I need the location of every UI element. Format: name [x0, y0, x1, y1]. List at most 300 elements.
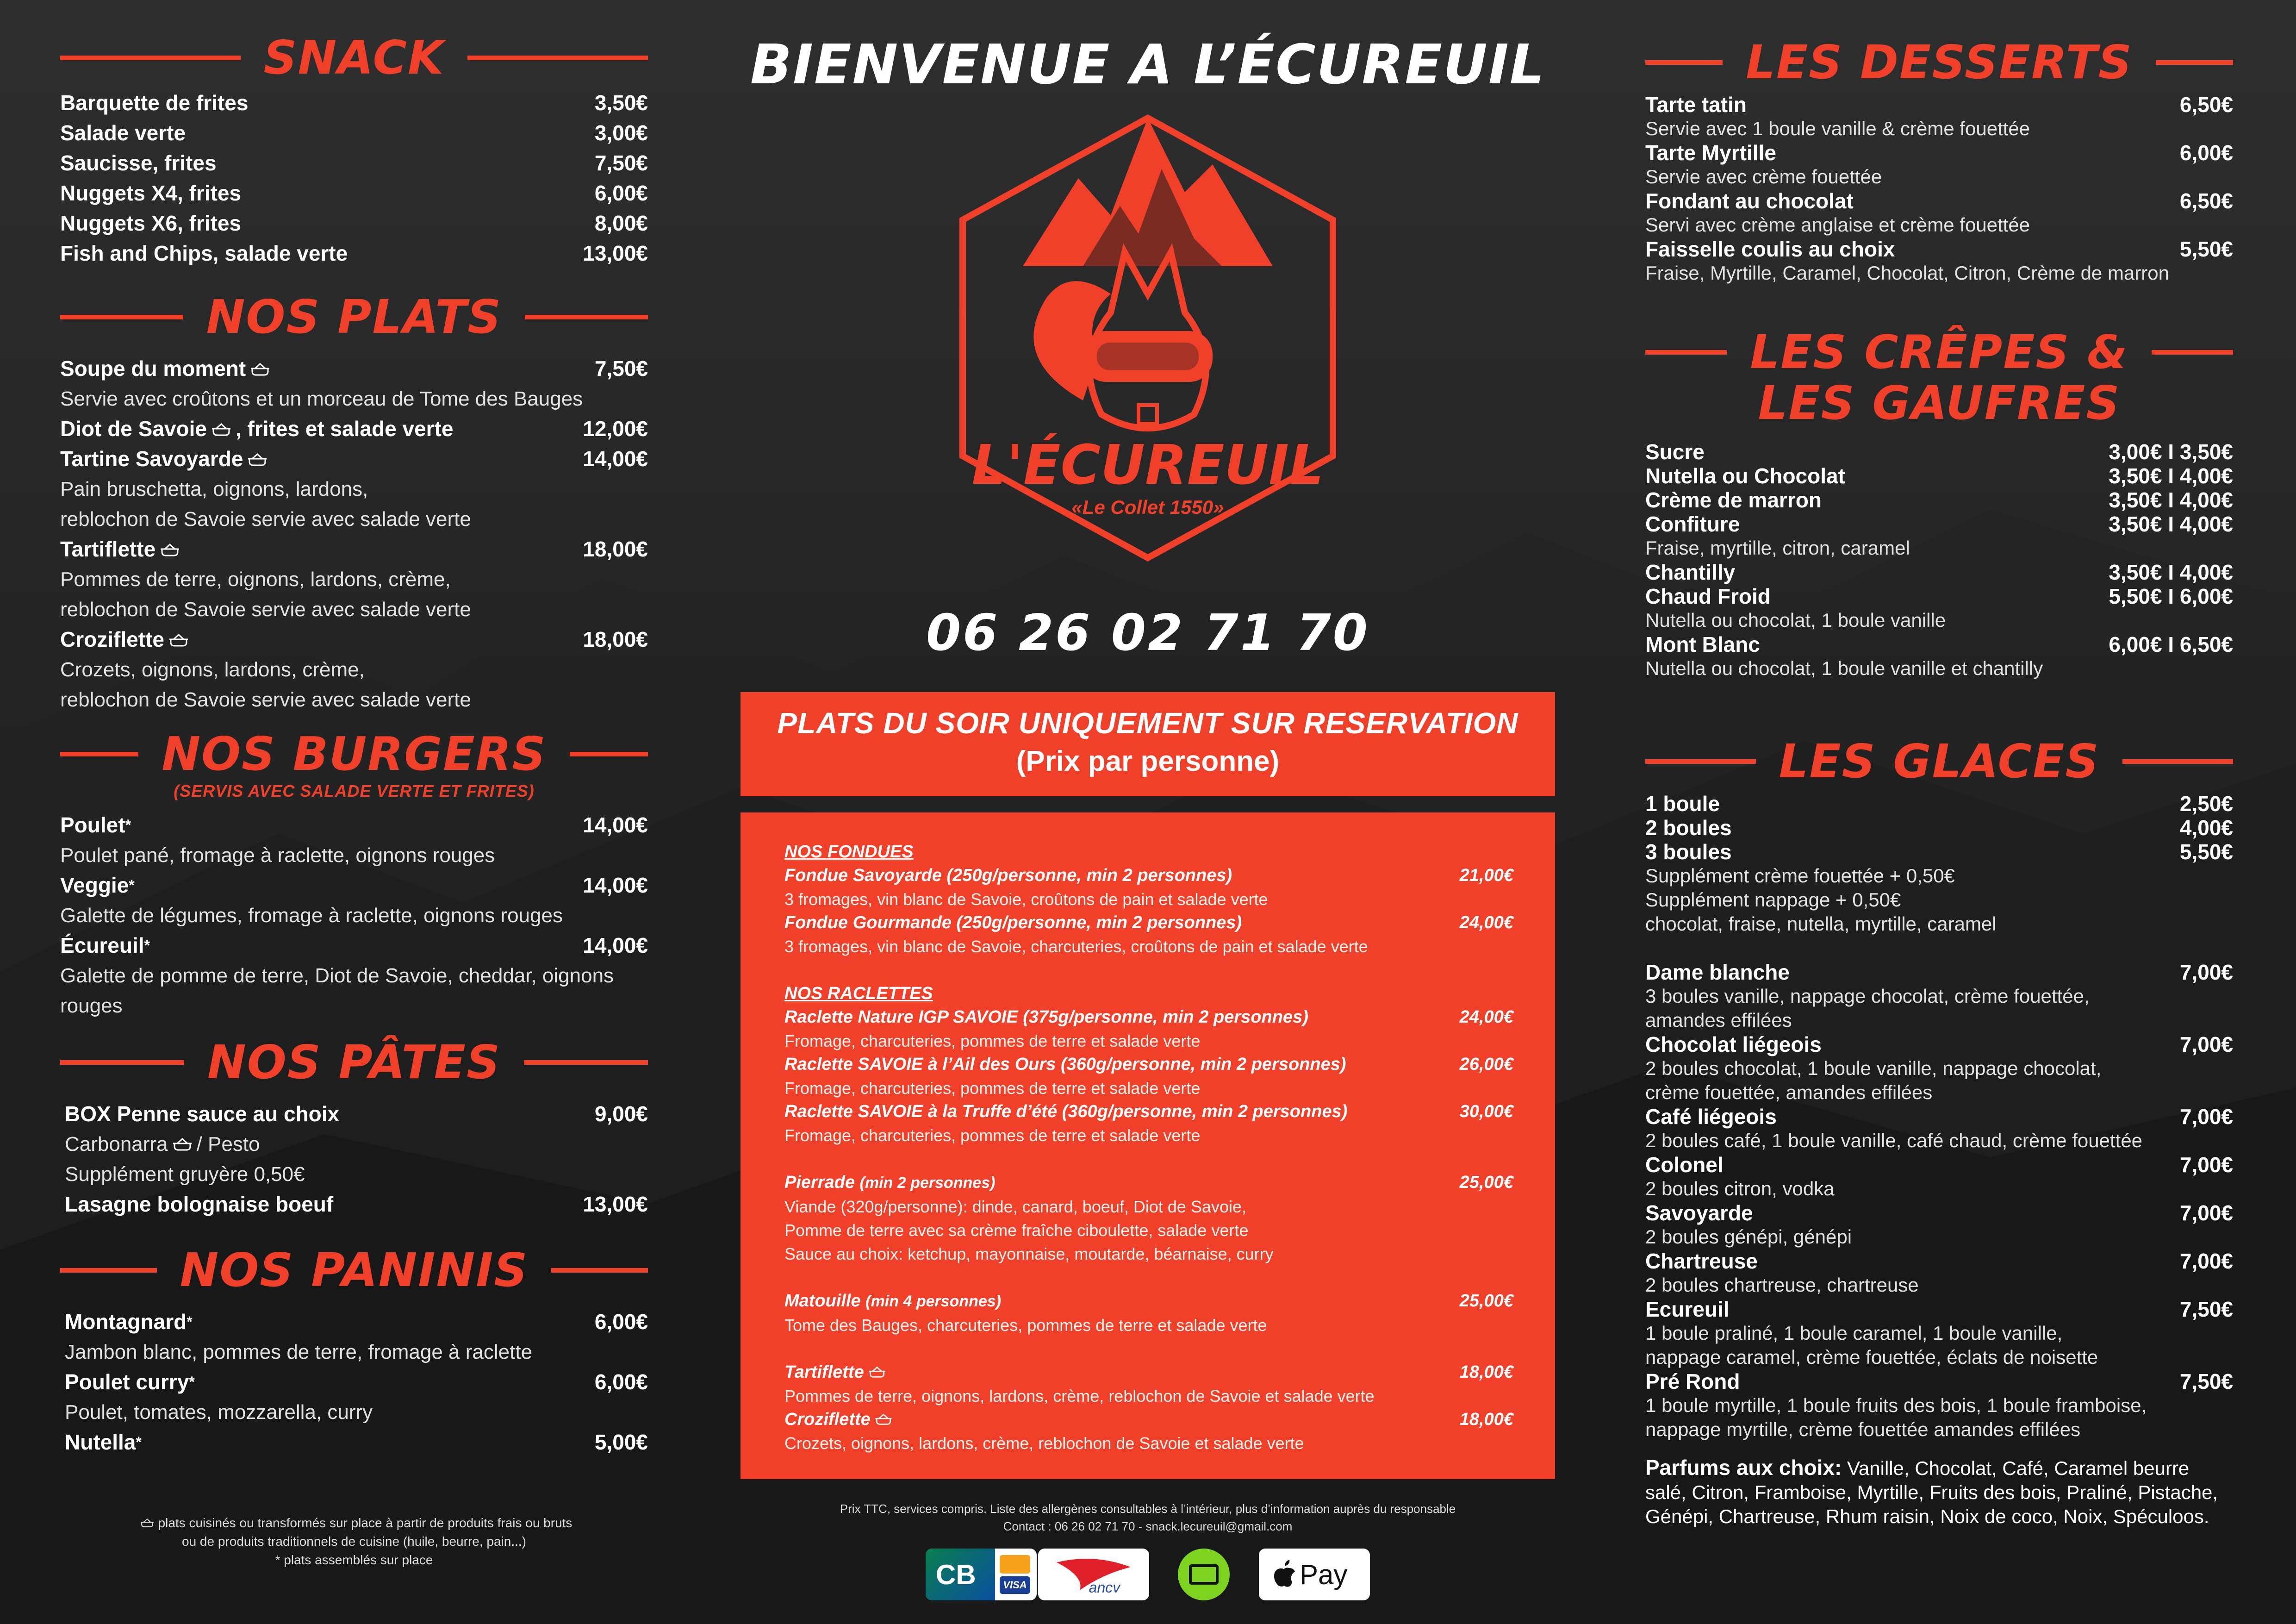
item-name: Barquette de frites — [60, 91, 249, 115]
item-desc: Crozets, oignons, lardons, crème, — [60, 658, 365, 681]
menu-item — [1645, 1249, 2233, 1273]
menu-item — [60, 870, 648, 900]
item-name-text: Matouille — [784, 1291, 861, 1311]
item-desc: Pomme de terre avec sa crème fraîche ciboulette, salade verte — [784, 1221, 1249, 1240]
reservation-banner — [740, 692, 1555, 796]
star-mark: * — [129, 877, 135, 893]
item-name: Fish and Chips, salade verte — [60, 241, 348, 265]
logo-name: L'ÉCUREUIL — [971, 433, 1324, 497]
fait-maison-icon — [247, 451, 268, 467]
item-name: Fondue Gourmande (250g/personne, min 2 personnes) — [784, 913, 1242, 932]
heading-rule — [60, 1268, 157, 1273]
item-name: Faisselle coulis au choix — [1645, 237, 1895, 261]
item-price: 6,00€ — [2179, 141, 2233, 165]
menu-item — [1645, 141, 2233, 165]
item-name — [65, 1307, 193, 1337]
item-name-text: Tartine Savoyarde — [60, 447, 243, 471]
heading-rule — [60, 315, 183, 319]
item-name: Tarte Myrtille — [1645, 141, 1776, 165]
fondues-heading: NOS FONDUES — [784, 842, 914, 862]
menu-item — [60, 414, 648, 444]
item-price: 26,00€ — [1459, 1055, 1513, 1074]
item-price: 6,00€ — [594, 1310, 648, 1334]
item-name — [784, 1171, 996, 1195]
item-name: Raclette Nature IGP SAVOIE (375g/personne, min 2 personnes) — [784, 1007, 1308, 1027]
item-desc: 3 fromages, vin blanc de Savoie, charcuteries, croûtons de pain et salade verte — [784, 937, 1368, 956]
item-desc: 2 boules citron, vodka — [1645, 1178, 1835, 1199]
item-name: Fondue Savoyarde (250g/personne, min 2 personnes) — [784, 866, 1232, 885]
item-desc: Supplément crème fouettée + 0,50€ — [1645, 865, 1955, 887]
crepes-heading-row — [1645, 327, 2233, 378]
menu-item — [1645, 1201, 2233, 1225]
item-price: 6,00€ — [594, 181, 648, 205]
menu-item — [60, 444, 648, 474]
item-price: 7,00€ — [2179, 1201, 2233, 1225]
menu-item — [65, 1307, 648, 1337]
menu-item — [1645, 584, 2233, 608]
star-mark: * — [187, 1313, 193, 1330]
item-name: Crème de marron — [1645, 488, 1822, 512]
item-name-text: Poulet — [60, 813, 125, 837]
item-desc: Servie avec 1 boule vanille & crème fouettée — [1645, 118, 2030, 139]
burgers-title: NOS BURGERS — [162, 727, 547, 781]
item-name-text: Nutella — [65, 1430, 136, 1454]
item-desc: reblochon de Savoie servie avec salade verte — [60, 508, 471, 531]
item-desc: amandes effilées — [1645, 1009, 1792, 1031]
item-desc: 1 boule myrtille, 1 boule fruits des bois, 1 boule framboise, — [1645, 1394, 2147, 1416]
item-price: 7,50€ — [594, 151, 648, 175]
snack-title: SNACK — [263, 31, 445, 85]
item-desc: 2 boules chartreuse, chartreuse — [1645, 1274, 1919, 1296]
heading-rule — [2122, 759, 2233, 764]
item-desc: Poulet pané, fromage à raclette, oignons rouges — [60, 844, 495, 867]
item-name-text: Écureuil — [60, 933, 144, 957]
item-name: Fondant au chocolat — [1645, 189, 1854, 213]
menu-item — [65, 1099, 648, 1129]
paninis-list — [60, 1307, 648, 1457]
menu-item — [65, 1427, 648, 1457]
item-desc: chocolat, fraise, nutella, myrtille, caramel — [1645, 913, 1997, 935]
item-name: BOX Penne sauce au choix — [65, 1102, 340, 1126]
item-desc: Galette de pomme de terre, Diot de Savoie, cheddar, oignons — [60, 964, 614, 987]
item-price: 3,50€ I 4,00€ — [2109, 512, 2233, 536]
item-price: 3,50€ — [594, 91, 648, 115]
item-name-text: Tartiflette — [784, 1362, 864, 1382]
item-name — [65, 1367, 195, 1397]
legal-line: Prix TTC, services compris. Liste des allergènes consultables à l’intérieur, plus d’information auprès du responsable — [840, 1502, 1456, 1516]
menu-item — [60, 534, 648, 564]
item-price: 24,00€ — [1459, 1007, 1513, 1027]
item-price: 12,00€ — [583, 417, 648, 441]
item-name: Sucre — [1645, 440, 1705, 464]
item-desc: 1 boule praliné, 1 boule caramel, 1 boule vanille, — [1645, 1322, 2063, 1344]
item-desc: Fraise, myrtille, citron, caramel — [1645, 537, 1910, 559]
menu-item — [1645, 1032, 2233, 1056]
left-column — [60, 0, 648, 1624]
item-name: Tarte tatin — [1645, 93, 1747, 117]
item-name: Savoyarde — [1645, 1201, 1753, 1225]
menu-item — [1645, 440, 2233, 464]
item-desc: Poulet, tomates, mozzarella, curry — [65, 1401, 373, 1424]
item-name: Pré Rond — [1645, 1369, 1740, 1393]
item-name-text: Croziflette — [60, 627, 164, 651]
fait-maison-icon — [211, 421, 232, 437]
menu-item — [1645, 840, 2233, 864]
right-column — [1645, 0, 2233, 1624]
footnote-text: plats cuisinés ou transformés sur place à partir de produits frais ou bruts — [158, 1516, 572, 1530]
phone-number: 06 26 02 71 70 — [926, 604, 1369, 662]
cb-card-icon: CB VISA — [926, 1549, 1037, 1600]
item-name: 2 boules — [1645, 816, 1732, 840]
welcome-title: BIENVENUE A L’ÉCUREUIL — [750, 32, 1545, 96]
item-desc: Supplément nappage + 0,50€ — [1645, 889, 1901, 911]
item-name-text: Pierrade — [784, 1173, 855, 1192]
menu-item — [784, 1408, 1513, 1431]
item-price: 3,50€ I 4,00€ — [2109, 560, 2233, 584]
menu-item — [60, 118, 648, 148]
fait-maison-icon — [168, 632, 189, 648]
menu-item — [60, 931, 648, 961]
item-price: 3,50€ I 4,00€ — [2109, 488, 2233, 512]
menu-item — [1645, 1297, 2233, 1321]
item-name — [784, 1408, 896, 1431]
heading-rule — [60, 1060, 184, 1065]
cb-label: CB — [936, 1559, 976, 1590]
item-price: 24,00€ — [1459, 913, 1513, 932]
pates-heading — [60, 1037, 648, 1088]
item-name: Saucisse, frites — [60, 151, 217, 175]
parfums-text — [1645, 1455, 2233, 1529]
item-name: Raclette SAVOIE à la Truffe d’été (360g/personne, min 2 personnes) — [784, 1102, 1348, 1121]
item-desc: 2 boules génépi, génépi — [1645, 1226, 1852, 1248]
raclettes-heading: NOS RACLETTES — [784, 984, 933, 1003]
crepes-title-1: LES CRÊPES & — [1750, 325, 2128, 379]
item-desc-text: Carbonarra — [65, 1133, 168, 1156]
heading-rule — [2152, 350, 2233, 355]
heading-rule — [1645, 759, 1756, 764]
crepes-list — [1645, 440, 2233, 681]
menu-item — [784, 1006, 1513, 1029]
heading-rule — [60, 752, 138, 756]
item-desc — [65, 1129, 648, 1159]
item-price: 14,00€ — [583, 447, 648, 471]
item-name — [784, 1289, 1001, 1313]
item-price: 18,00€ — [583, 627, 648, 651]
item-desc: Servi avec crème anglaise et crème fouettée — [1645, 214, 2030, 236]
desserts-heading — [1645, 37, 2233, 88]
menu-item — [784, 1053, 1513, 1076]
item-desc: Supplément gruyère 0,50€ — [65, 1163, 305, 1186]
footnote-line — [60, 1514, 648, 1532]
item-price: 14,00€ — [583, 813, 648, 837]
heading-rule — [1645, 350, 1727, 355]
pates-list — [60, 1099, 648, 1219]
item-price: 5,50€ I 6,00€ — [2109, 584, 2233, 608]
item-desc: Fromage, charcuteries, pommes de terre et salade verte — [784, 1126, 1201, 1145]
menu-item — [60, 148, 648, 178]
item-desc: Viande (320g/personne): dinde, canard, boeuf, Diot de Savoie, — [784, 1197, 1247, 1216]
item-name-text: Croziflette — [784, 1410, 871, 1429]
menu-item — [60, 208, 648, 238]
item-name — [60, 931, 150, 961]
item-note: (min 2 personnes) — [859, 1174, 996, 1192]
contact-line: Contact : 06 26 02 71 70 - snack.lecureuil@gmail.com — [1003, 1519, 1293, 1533]
item-desc: reblochon de Savoie servie avec salade verte — [60, 598, 471, 621]
fait-maison-icon — [249, 361, 271, 377]
menu-item — [1645, 560, 2233, 584]
item-name-text: Montagnard — [65, 1310, 187, 1334]
menu-item — [1645, 189, 2233, 213]
item-name: Colonel — [1645, 1153, 1724, 1177]
glaces-heading — [1645, 736, 2233, 787]
item-price: 7,00€ — [2179, 1153, 2233, 1177]
item-desc: Tome des Bauges, charcuteries, pommes de terre et salade verte — [784, 1316, 1267, 1335]
item-desc: 3 boules vanille, nappage chocolat, crème fouettée, — [1645, 985, 2090, 1007]
heading-rule — [467, 56, 648, 60]
item-name: Mont Blanc — [1645, 632, 1760, 656]
item-desc: Nutella ou chocolat, 1 boule vanille — [1645, 609, 1946, 631]
crepes-heading — [1645, 327, 2233, 429]
item-desc: nappage myrtille, crème fouettée amandes effilées — [1645, 1418, 2081, 1440]
item-desc: Pain bruschetta, oignons, lardons, — [60, 478, 368, 500]
item-name-text: Soupe du moment — [60, 356, 246, 381]
plats-title: NOS PLATS — [206, 290, 502, 344]
item-name: Chocolat liégeois — [1645, 1032, 1822, 1056]
desserts-title: LES DESSERTS — [1746, 35, 2133, 89]
evening-menu-box — [740, 812, 1555, 1479]
heading-rule — [524, 1060, 648, 1065]
glaces-title: LES GLACES — [1779, 734, 2100, 788]
item-name-suffix: , frites et salade verte — [235, 417, 454, 441]
menu-item — [1645, 464, 2233, 488]
footnote-line: * plats assemblés sur place — [275, 1553, 433, 1567]
star-mark: * — [189, 1374, 195, 1390]
item-name — [60, 354, 274, 384]
plats-list — [60, 354, 648, 715]
item-name — [784, 1361, 890, 1384]
fait-maison-icon — [140, 1517, 155, 1528]
squirrel-logo-icon — [944, 100, 1351, 576]
item-price: 21,00€ — [1459, 866, 1513, 885]
item-price: 6,50€ — [2179, 93, 2233, 117]
star-mark: * — [136, 1434, 142, 1450]
item-price: 8,00€ — [594, 211, 648, 235]
heading-rule — [525, 315, 648, 319]
item-name — [60, 810, 131, 840]
item-price: 25,00€ — [1459, 1291, 1513, 1311]
item-price: 13,00€ — [583, 241, 648, 265]
item-name-text: Diot de Savoie — [60, 417, 207, 441]
menu-item — [1645, 237, 2233, 261]
item-price: 18,00€ — [1459, 1410, 1513, 1429]
payment-methods — [926, 1549, 1370, 1602]
menu-item — [1645, 816, 2233, 840]
item-name-text: Poulet curry — [65, 1370, 189, 1394]
heading-rule — [551, 1268, 648, 1273]
menu-item — [784, 1100, 1513, 1124]
item-name: Salade verte — [60, 121, 186, 145]
item-name-text: Tartiflette — [60, 537, 156, 561]
star-mark: * — [125, 817, 131, 833]
menu-item — [1645, 1153, 2233, 1177]
pates-title: NOS PÂTES — [207, 1035, 501, 1089]
item-desc: Pommes de terre, oignons, lardons, crème, reblochon de Savoie et salade verte — [784, 1387, 1375, 1405]
crepes-heading-row — [1645, 378, 2233, 429]
item-desc: Jambon blanc, pommes de terre, fromage à raclette — [65, 1341, 533, 1363]
paninis-heading — [60, 1245, 648, 1296]
item-name: Chantilly — [1645, 560, 1736, 584]
menu-item — [1645, 1369, 2233, 1393]
menu-item — [60, 354, 648, 384]
item-desc: Crozets, oignons, lardons, crème, reblochon de Savoie et salade verte — [784, 1434, 1304, 1453]
item-price: 9,00€ — [594, 1102, 648, 1126]
menu-item — [1645, 792, 2233, 816]
item-price: 14,00€ — [583, 933, 648, 957]
item-name: Nuggets X6, frites — [60, 211, 242, 235]
menu-item — [60, 810, 648, 840]
fait-maison-icon — [868, 1365, 886, 1379]
paninis-title: NOS PANINIS — [180, 1243, 529, 1297]
item-price: 2,50€ — [2179, 792, 2233, 816]
item-desc: 3 fromages, vin blanc de Savoie, croûtons de pain et salade verte — [784, 890, 1268, 909]
plats-heading — [60, 292, 648, 343]
item-desc-text: / Pesto — [196, 1133, 260, 1156]
item-name: Ecureuil — [1645, 1297, 1730, 1321]
item-price: 18,00€ — [583, 537, 648, 561]
item-price: 5,00€ — [594, 1430, 648, 1454]
burgers-list — [60, 810, 648, 1021]
item-note: (min 4 personnes) — [865, 1293, 1002, 1310]
crepes-title-2: LES GAUFRES — [1758, 376, 2121, 430]
menu-item — [60, 88, 648, 118]
middle-column — [740, 0, 1555, 1624]
reservation-subtitle: (Prix par personne) — [1016, 745, 1280, 777]
item-desc: Fromage, charcuteries, pommes de terre et salade verte — [784, 1031, 1201, 1050]
item-price: 30,00€ — [1459, 1102, 1513, 1121]
item-price: 25,00€ — [1459, 1173, 1513, 1192]
item-desc: Pommes de terre, oignons, lardons, crème, — [60, 568, 451, 591]
menu-item — [60, 625, 648, 655]
menu-item — [784, 911, 1513, 935]
glaces-list — [1645, 792, 2233, 1442]
menu-item — [784, 864, 1513, 887]
menu-item — [784, 1171, 1513, 1195]
snack-heading — [60, 32, 648, 83]
item-price: 3,00€ — [594, 121, 648, 145]
legal-notice — [740, 1500, 1555, 1535]
apple-pay-icon — [1259, 1549, 1370, 1600]
item-price: 4,00€ — [2179, 816, 2233, 840]
item-price: 6,00€ — [594, 1370, 648, 1394]
apple-pay-label: Pay — [1299, 1559, 1348, 1590]
item-desc: Fromage, charcuteries, pommes de terre et salade verte — [784, 1079, 1201, 1098]
fait-maison-icon — [874, 1412, 893, 1426]
item-name — [60, 444, 272, 474]
item-price: 6,50€ — [2179, 189, 2233, 213]
item-name: Dame blanche — [1645, 960, 1790, 984]
item-name-text: Veggie — [60, 873, 129, 897]
item-name: Confiture — [1645, 512, 1740, 536]
cash-icon — [1178, 1549, 1230, 1600]
menu-item — [1645, 1105, 2233, 1129]
item-price: 7,50€ — [594, 356, 648, 381]
item-name: 1 boule — [1645, 792, 1720, 816]
menu-item — [65, 1367, 648, 1397]
parfums-list: Vanille, Chocolat, Café, Caramel beurre salé, Citron, Framboise, Myrtille, Fruits des bois, Praliné, Pistache, Génépi, Chartreuse, Rhum raisin, Noix de coco, Noix, Spéculoos. — [1645, 1457, 2218, 1527]
item-name: Chartreuse — [1645, 1249, 1758, 1273]
burgers-heading — [60, 729, 648, 780]
heading-rule — [1645, 60, 1723, 65]
item-desc: rouges — [60, 994, 123, 1017]
logo-tagline: «Le Collet 1550» — [1071, 496, 1224, 518]
item-desc: Fraise, Myrtille, Caramel, Chocolat, Citron, Crème de marron — [1645, 262, 2169, 284]
item-name: Lasagne bolognaise boeuf — [65, 1192, 334, 1216]
ancv-icon — [1038, 1549, 1149, 1600]
menu-item — [784, 1289, 1513, 1313]
item-price: 5,50€ — [2179, 237, 2233, 261]
item-name — [60, 625, 193, 655]
item-name: Raclette SAVOIE à l’Ail des Ours (360g/personne, min 2 personnes) — [784, 1055, 1346, 1074]
item-desc: Nutella ou chocolat, 1 boule vanille et chantilly — [1645, 657, 2043, 679]
menu-item — [60, 238, 648, 269]
item-price: 5,50€ — [2179, 840, 2233, 864]
menu-item — [60, 178, 648, 208]
item-name: Chaud Froid — [1645, 584, 1771, 608]
item-name: Nuggets X4, frites — [60, 181, 242, 205]
item-price: 7,50€ — [2179, 1369, 2233, 1393]
footnote — [60, 1514, 648, 1569]
menu-item — [1645, 93, 2233, 117]
item-desc: 2 boules chocolat, 1 boule vanille, nappage chocolat, — [1645, 1057, 2102, 1079]
menu-item — [1645, 512, 2233, 536]
item-name — [60, 870, 135, 900]
item-desc: crème fouettée, amandes effilées — [1645, 1081, 1933, 1103]
item-price: 3,50€ I 4,00€ — [2109, 464, 2233, 488]
item-desc: Servie avec crème fouettée — [1645, 166, 1882, 187]
item-desc: 2 boules café, 1 boule vanille, café chaud, crème fouettée — [1645, 1130, 2143, 1151]
item-name — [60, 414, 453, 444]
item-name: Café liégeois — [1645, 1105, 1777, 1129]
ancv-label: ancv — [1089, 1579, 1120, 1596]
item-desc: reblochon de Savoie servie avec salade verte — [60, 688, 471, 711]
item-price: 3,00€ I 3,50€ — [2109, 440, 2233, 464]
item-desc: Servie avec croûtons et un morceau de Tome des Bauges — [60, 387, 583, 410]
menu-item — [1645, 632, 2233, 656]
footnote-line: ou de produits traditionnels de cuisine (huile, beurre, pain...) — [182, 1534, 526, 1549]
item-desc: nappage caramel, crème fouettée, éclats de noisette — [1645, 1346, 2098, 1368]
item-desc: Sauce au choix: ketchup, mayonnaise, moutarde, béarnaise, curry — [784, 1244, 1274, 1263]
menu-item — [1645, 488, 2233, 512]
reservation-title: PLATS DU SOIR UNIQUEMENT SUR RESERVATION — [777, 706, 1518, 740]
item-price: 18,00€ — [1459, 1362, 1513, 1382]
item-price: 13,00€ — [583, 1192, 648, 1216]
item-name: Nutella ou Chocolat — [1645, 464, 1845, 488]
item-price: 7,00€ — [2179, 960, 2233, 984]
heading-rule — [2156, 60, 2233, 65]
item-price: 14,00€ — [583, 873, 648, 897]
fait-maison-icon — [172, 1136, 193, 1152]
item-price: 7,50€ — [2179, 1297, 2233, 1321]
desserts-list — [1645, 93, 2233, 285]
parfums-label: Parfums aux choix: — [1645, 1455, 1842, 1480]
menu-item — [784, 1361, 1513, 1384]
item-price: 7,00€ — [2179, 1105, 2233, 1129]
item-name — [65, 1427, 142, 1457]
item-price: 7,00€ — [2179, 1032, 2233, 1056]
heading-rule — [60, 56, 241, 60]
snack-list — [60, 88, 648, 269]
burgers-subtitle: (SERVIS AVEC SALADE VERTE ET FRITES) — [174, 781, 535, 800]
